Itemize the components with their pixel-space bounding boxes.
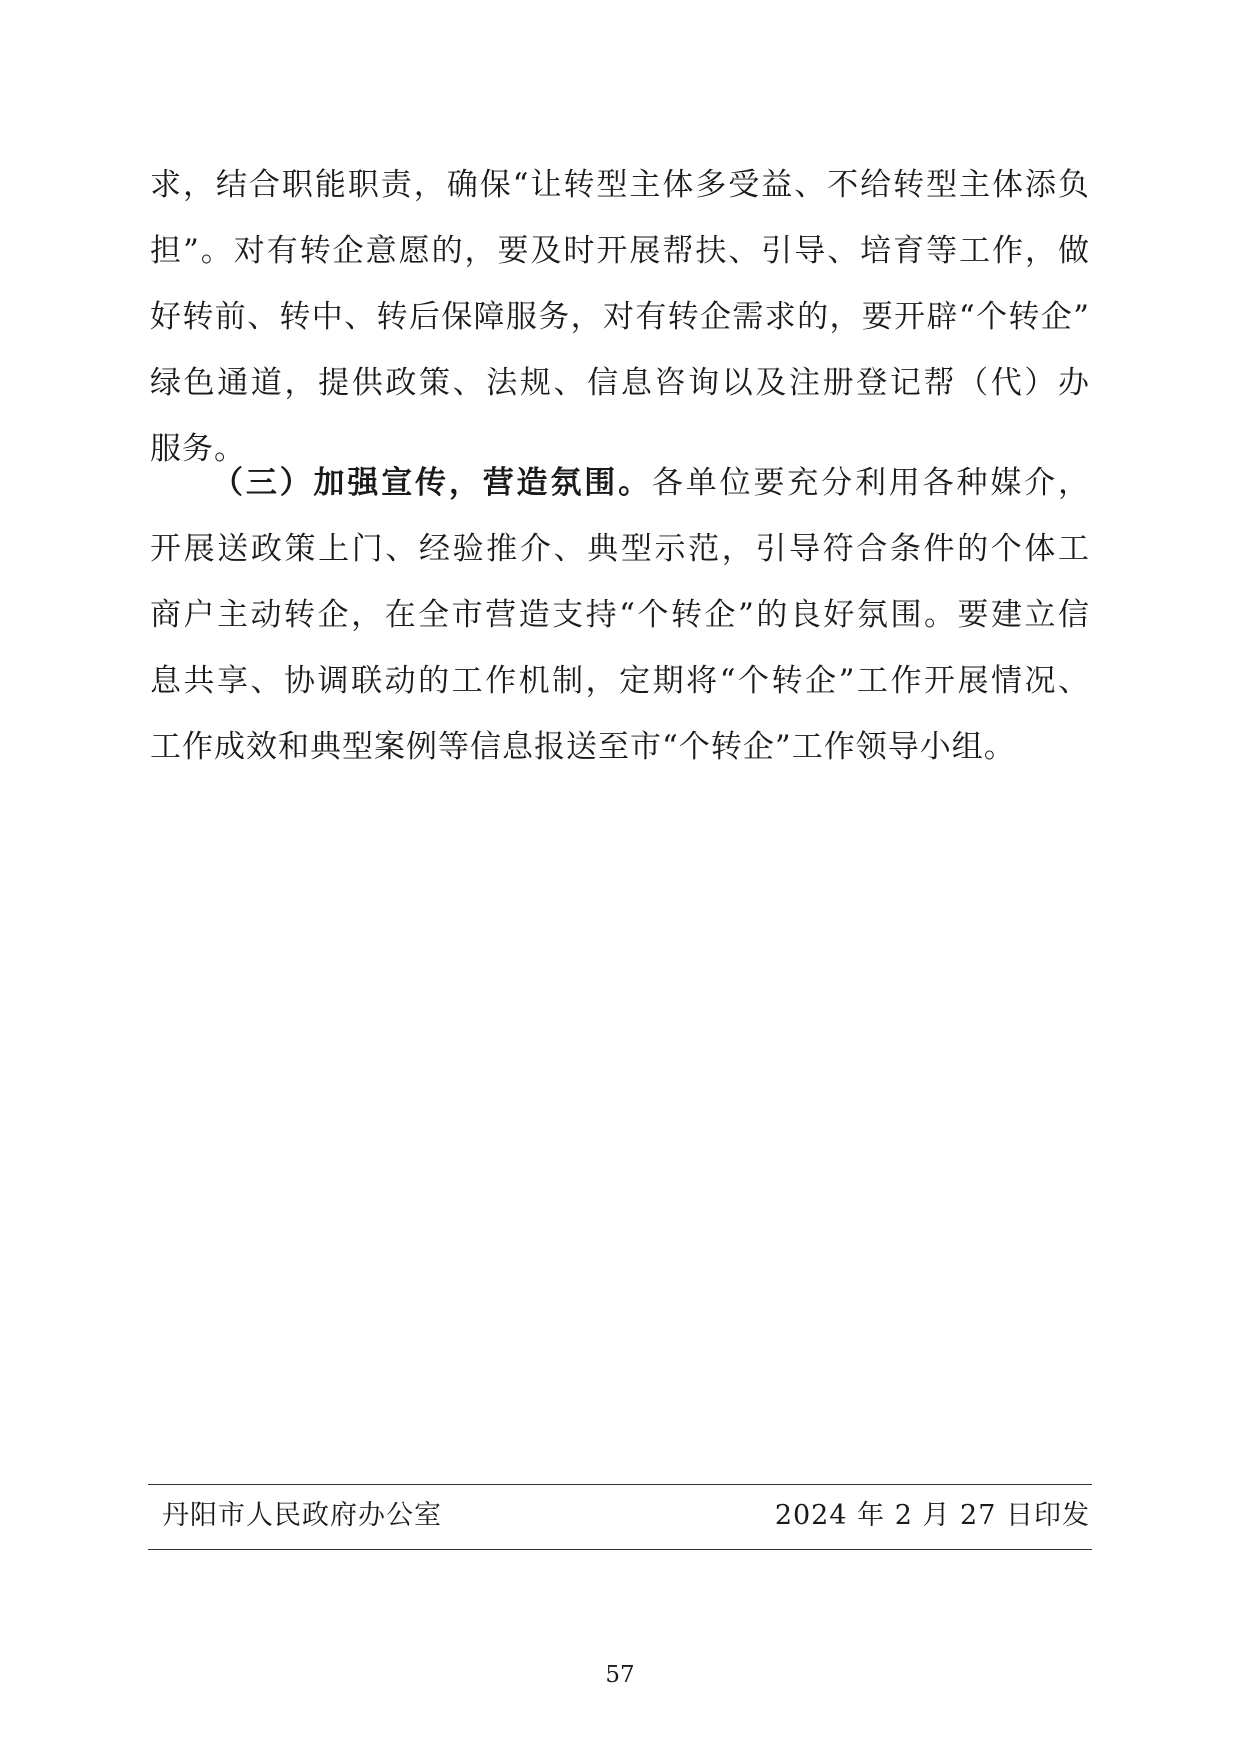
footer-divider-top <box>148 1484 1092 1485</box>
paragraph-1-line-2: 担”。对有转企意愿的，要及时开展帮扶、引导、培育等工作，做 <box>150 233 1090 269</box>
paragraph-2-line-4: 息共享、协调联动的工作机制，定期将“个转企”工作开展情况、 <box>150 663 1090 699</box>
footer-divider-bottom <box>148 1549 1092 1550</box>
footer-issuer: 丹阳市人民政府办公室 <box>162 1500 442 1531</box>
paragraph-2-line-1 <box>150 450 1090 516</box>
section-heading: （三）加强宣传，营造氛围。 <box>212 465 652 501</box>
paragraph-1-line-1: 求，结合职能职责，确保“让转型主体多受益、不给转型主体添负 <box>150 167 1090 203</box>
paragraph-2-line-3: 商户主动转企，在全市营造支持“个转企”的良好氛围。要建立信 <box>150 597 1090 633</box>
paragraph-1-line-5: 服务。 <box>150 431 246 467</box>
page-number: 57 <box>605 1662 635 1688</box>
paragraph-2-line-5: 工作成效和典型案例等信息报送至市“个转企”工作领导小组。 <box>150 729 1016 765</box>
paragraph-2-line-1-rest: 各单位要充分利用各种媒介， <box>651 465 1091 501</box>
footer-issue-date: 2024 年 2 月 27 日印发 <box>774 1500 1090 1531</box>
paragraph-1 <box>150 152 1090 482</box>
paragraph-2-line-2: 开展送政策上门、经验推介、典型示范，引导符合条件的个体工 <box>150 531 1090 567</box>
paragraph-2 <box>150 450 1090 780</box>
paragraph-1-line-4: 绿色通道，提供政策、法规、信息咨询以及注册登记帮（代）办 <box>150 365 1090 401</box>
paragraph-1-line-3: 好转前、转中、转后保障服务，对有转企需求的，要开辟“个转企” <box>150 299 1090 335</box>
